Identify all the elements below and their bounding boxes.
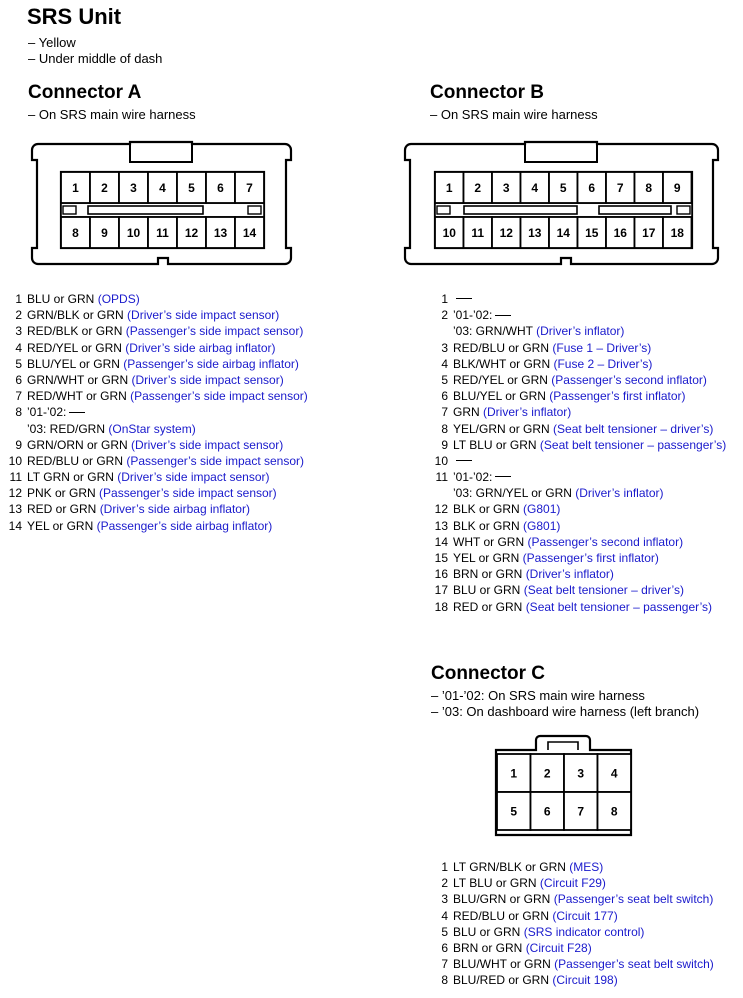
pin-cell-7 [235,172,264,203]
connector-b-diagram [403,140,723,272]
connector-c-pin-list [432,859,714,989]
pin-label: 13 [213,225,228,240]
pin-cell-10 [119,217,148,248]
pin-row-b-14: 14 WHT or GRN (Passenger’s second inflator) [434,534,684,549]
pin-cell-17 [635,217,664,248]
unused-dash [456,298,472,299]
pin-label: 6 [543,804,551,819]
pin-cell-5 [549,172,578,203]
pin-cell-16 [606,217,635,248]
pin-cell-18 [663,217,692,248]
pin-label: 8 [72,225,79,240]
pin-label: 7 [577,804,585,819]
pin-label: 10 [442,225,456,240]
pin-row-b-12: 12 BLK or GRN (G801) [434,502,561,517]
pin-label: 2 [101,180,108,195]
connector-a-pin-list [6,291,308,534]
pin-row-b-3: 3 RED/BLU or GRN (Fuse 1 – Driver’s) [441,340,652,355]
pin-cell-6 [578,172,607,203]
pin-cell-3 [492,172,521,203]
connector-c-diagram [492,732,636,838]
pin-label: 12 [499,225,513,240]
pin-row-b-4: 4 BLK/WHT or GRN (Fuse 2 – Driver’s) [441,356,653,371]
pin-row-a-9: 9 GRN/ORN or GRN (Driver’s side impact sensor) [15,437,284,452]
pin-cell-7 [564,792,598,830]
pin-cell-7 [606,172,635,203]
pin-cell-4 [598,754,632,792]
pin-cell-12 [492,217,521,248]
pin-label: 7 [246,180,253,195]
pin-row-a-14: 14 YEL or GRN (Passenger’s side airbag inflator) [8,518,273,533]
pin-label: 11 [156,225,169,240]
pin-row-c-5: 5 BLU or GRN (SRS indicator control) [441,924,645,939]
pin-label: 13 [528,225,542,240]
pin-label: 3 [130,180,137,195]
pin-row-b-8: 8 YEL/GRN or GRN (Seat belt tensioner – driver’s) [441,421,714,436]
pin-row-b-15: 15 YEL or GRN (Passenger’s first inflator) [434,551,659,566]
pin-cell-13 [206,217,235,248]
pin-row-c-4: 4 RED/BLU or GRN (Circuit 177) [441,908,618,923]
pin-row-a-11: 11 LT GRN or GRN (Driver’s side impact sensor) [9,470,270,485]
pin-label: 5 [510,804,518,819]
pin-row-b-7: 7 GRN (Driver’s inflator) [441,405,572,420]
pin-cell-12 [177,217,206,248]
pin-row-a-3: 3 RED/BLK or GRN (Passenger’s side impact sensor) [15,324,304,339]
pin-cell-1 [435,172,464,203]
connector-c-heading: Connector C [431,663,545,684]
pin-label: 2 [474,180,482,195]
pin-cell-5 [177,172,206,203]
pin-row-b-17: 17 BLU or GRN (Seat belt tensioner – driver’s) [434,583,685,598]
connector-b-heading: Connector B [430,82,544,103]
pin-cell-14 [549,217,578,248]
pin-label: 16 [613,225,627,240]
pin-row-b-11: 11 ’01-’02: ’03: GRN/YEL or GRN (Driver’s inflator) [435,470,664,501]
pin-row-b-10: 10 [432,453,726,469]
pin-label: 18 [670,225,684,240]
pin-label: 9 [101,225,108,240]
pin-cell-3 [119,172,148,203]
pin-label: 9 [673,180,681,195]
connector-a-diagram [30,140,296,272]
pin-cell-13 [521,217,550,248]
pin-row-c-8: 8 BLU/RED or GRN (Circuit 198) [441,973,618,988]
pin-label: 4 [610,766,618,781]
pin-cell-9 [90,217,119,248]
pin-cell-1 [497,754,531,792]
pin-label: 1 [510,766,518,781]
pin-label: 1 [72,180,79,195]
pin-row-a-1: 1 BLU or GRN (OPDS) [15,292,140,306]
pin-row-a-4: 4 RED/YEL or GRN (Driver’s side airbag inflator) [15,340,276,355]
pin-label: 1 [445,180,453,195]
pin-row-a-6: 6 GRN/WHT or GRN (Driver’s side impact sensor) [15,372,284,387]
pin-cell-10 [435,217,464,248]
pin-cell-9 [663,172,692,203]
pin-label: 4 [159,180,166,195]
pin-label: 7 [616,180,624,195]
unit-note-location: – Under middle of dash [28,51,163,66]
pin-cell-6 [531,792,565,830]
pin-row-b-1: 1 [432,291,726,307]
pin-row-a-8: 8 ’01-’02: ’03: RED/GRN (OnStar system) [15,405,196,436]
pin-row-b-2: 2 ’01-’02: ’03: GRN/WHT (Driver’s inflator) [441,308,625,339]
pin-cell-5 [497,792,531,830]
pin-cell-11 [464,217,493,248]
pin-label: 6 [588,180,596,195]
unused-dash [456,460,472,461]
connector-b-note: – On SRS main wire harness [430,107,598,122]
pin-row-a-10: 10 RED/BLU or GRN (Passenger’s side impact sensor) [8,453,305,468]
pin-row-a-12: 12 PNK or GRN (Passenger’s side impact sensor) [8,486,277,501]
pin-cell-1 [61,172,90,203]
pin-cell-8 [61,217,90,248]
pin-row-c-6: 6 BRN or GRN (Circuit F28) [441,940,592,955]
pin-label: 5 [559,180,567,195]
pin-cell-4 [148,172,177,203]
pin-row-b-9: 9 LT BLU or GRN (Seat belt tensioner – passenger’s) [441,437,727,452]
pin-label: 11 [471,225,485,240]
unit-notes [28,35,162,67]
pin-row-a-7: 7 RED/WHT or GRN (Passenger’s side impact sensor) [15,389,308,404]
connector-b-pin-list [432,291,726,615]
pin-label: 3 [577,766,585,781]
pin-row-c-7: 7 BLU/WHT or GRN (Passenger’s seat belt switch) [441,957,714,972]
pin-row-b-6: 6 BLU/YEL or GRN (Passenger’s first inflator) [441,389,686,404]
pin-cell-8 [598,792,632,830]
pin-cell-2 [531,754,565,792]
pin-label: 2 [543,766,551,781]
pin-label: 4 [531,180,539,195]
pin-label: 3 [502,180,510,195]
connector-a-note: – On SRS main wire harness [28,107,196,122]
connector-c-note-1: – ’01-’02: On SRS main wire harness [431,688,645,703]
pin-cell-14 [235,217,264,248]
pin-label: 14 [556,225,570,240]
pin-label: 15 [585,225,599,240]
pin-cell-8 [635,172,664,203]
pin-label: 17 [642,225,656,240]
pin-cell-3 [564,754,598,792]
pin-label: 5 [188,180,195,195]
pin-row-c-1: 1 LT GRN/BLK or GRN (MES) [441,860,604,874]
unit-note-color: – Yellow [28,35,76,50]
pin-row-a-5: 5 BLU/YEL or GRN (Passenger’s side airbag inflator) [15,356,299,371]
pin-row-b-5: 5 RED/YEL or GRN (Passenger’s second inflator) [441,372,707,387]
pin-label: 14 [242,225,257,240]
pin-row-c-2: 2 LT BLU or GRN (Circuit F29) [441,876,606,891]
connector-c-note-2: – ’03: On dashboard wire harness (left branch) [431,704,700,719]
pin-row-a-2: 2 GRN/BLK or GRN (Driver’s side impact sensor) [15,308,280,323]
pin-row-b-13: 13 BLK or GRN (G801) [434,518,561,533]
connector-c-notes [431,688,699,720]
pin-label: 6 [217,180,224,195]
connector-a-heading: Connector A [28,82,142,103]
pin-cell-11 [148,217,177,248]
pin-cell-2 [464,172,493,203]
page-title: SRS Unit [27,4,122,29]
pin-label: 8 [645,180,653,195]
pin-row-b-18: 18 RED or GRN (Seat belt tensioner – passenger’s) [434,599,713,614]
pin-row-c-3: 3 BLU/GRN or GRN (Passenger’s seat belt switch) [441,892,714,907]
pin-row-b-16: 16 BRN or GRN (Driver’s inflator) [434,567,614,582]
pin-label: 10 [126,225,141,240]
pin-cell-15 [578,217,607,248]
unused-dash [69,412,85,413]
pin-cell-2 [90,172,119,203]
unused-dash [495,476,511,477]
pin-label: 12 [184,225,199,240]
pin-row-a-13: 13 RED or GRN (Driver’s side airbag inflator) [8,502,250,517]
pin-cell-6 [206,172,235,203]
pin-label: 8 [610,804,618,819]
pin-cell-4 [521,172,550,203]
unused-dash [495,315,511,316]
